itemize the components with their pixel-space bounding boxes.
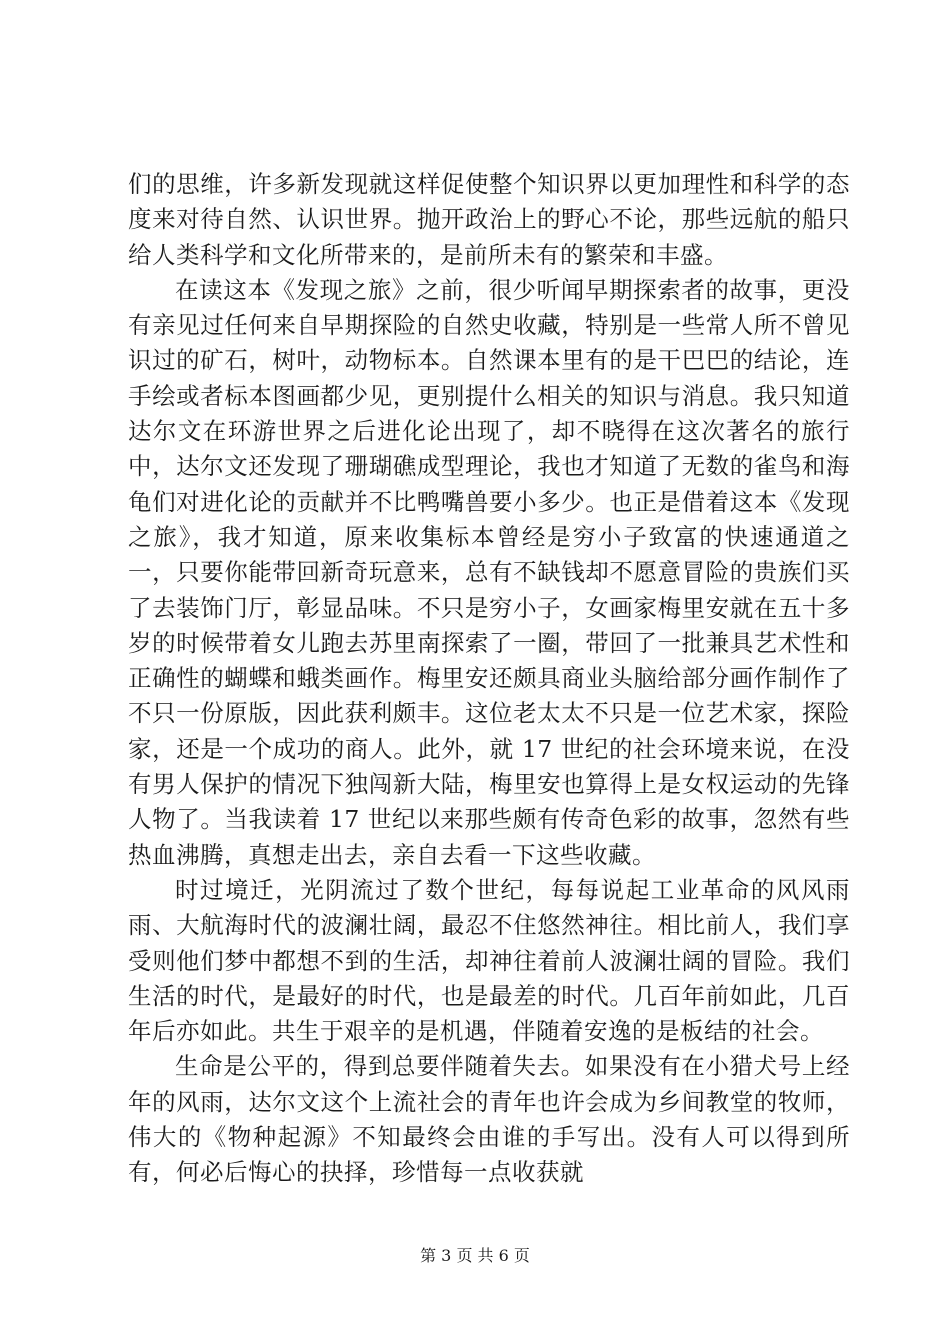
paragraph-life-fair: 生命是公平的，得到总要伴随着失去。如果没有在小猎犬号上经年的风雨，达尔文这个上流社会的青年也许会成为乡间教堂的牧师，伟大的《物种起源》不知最终会由谁的手写出。没有人可以得到所有，何必后悔心的抉择，珍惜每一点收获就 [128, 1052, 850, 1187]
page-footer: 第 3 页 共 6 页 [420, 1246, 530, 1265]
paragraph-times-change: 时过境迁，光阴流过了数个世纪，每每说起工业革命的风风雨雨、大航海时代的波澜壮阔，最忍不住悠然神往。相比前人，我们享受则他们梦中都想不到的生活，却神往着前人波澜壮阔的冒险。我们生活的时代，是最好的时代，也是最差的时代。几百年前如此，几百年后亦如此。共生于艰辛的是机遇，伴随着安逸的是板结的社会。 [128, 875, 850, 1046]
paragraph-book-reading: 在读这本《发现之旅》之前，很少听闻早期探索者的故事，更没有亲见过任何来自早期探险的自然史收藏，特别是一些常人所不曾见识过的矿石，树叶，动物标本。自然课本里有的是干巴巴的结论，连手绘或者标本图画都少见，更别提什么相关的知识与消息。我只知道达尔文在环游世界之后进化论出现了，却不晓得在这次著名的旅行中，达尔文还发现了珊瑚礁成型理论，我也才知道了无数的雀鸟和海龟们对进化论的贡献并不比鸭嘴兽要小多少。也正是借着这本《发现之旅》，我才知道，原来收集标本曾经是穷小子致富的快速通道之一，只要你能带回新奇玩意来，总有不缺钱却不愿意冒险的贵族们买了去装饰门厅，彰显品味。不只是穷小子，女画家梅里安就在五十多岁的时候带着女儿跑去苏里南探索了一圈，带回了一批兼具艺术性和正确性的蝴蝶和蛾类画作。梅里安还颇具商业头脑给部分画作制作了不只一份原版，因此获利颇丰。这位老太太不只是一位艺术家，探险家，还是一个成功的商人。此外，就 17 世纪的社会环境来说，在没有男人保护的情况下独闯新大陆，梅里安也算得上是女权运动的先锋人物了。当我读着 17 世纪以来那些颇有传奇色彩的故事，忽然有些热血沸腾，真想走出去，亲自去看一下这些收藏。 [128, 275, 850, 869]
paragraph-continuation: 们的思维，许多新发现就这样促使整个知识界以更加理性和科学的态度来对待自然、认识世界。抛开政治上的野心不论，那些远航的船只给人类科学和文化所带来的，是前所未有的繁荣和丰盛。 [128, 170, 850, 269]
document-body [128, 167, 850, 1191]
